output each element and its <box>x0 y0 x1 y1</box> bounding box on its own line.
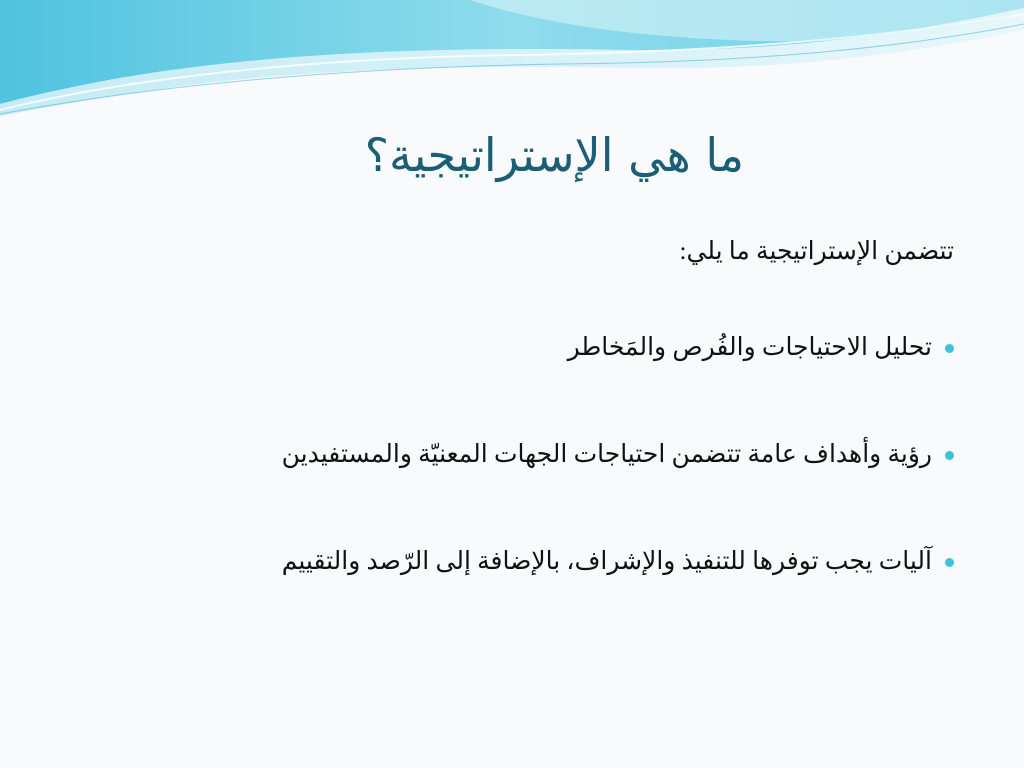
slide-body <box>74 236 954 653</box>
intro-text: تتضمن الإستراتيجية ما يلي: <box>679 238 954 265</box>
bullet-dot-icon <box>945 344 954 353</box>
bullet-item <box>74 332 954 362</box>
slide-title: ما هي الإستراتيجية؟ <box>364 128 744 182</box>
header-wave-decoration <box>0 0 1024 120</box>
bullet-list <box>74 332 954 576</box>
bullet-dot-icon <box>945 558 954 567</box>
bullet-dot-icon <box>945 451 954 460</box>
bullet-item <box>74 546 954 576</box>
bullet-text: آليات يجب توفرها للتنفيذ والإشراف، بالإضافة إلى الرّصد والتقييم <box>281 548 932 575</box>
bullet-item <box>74 439 954 469</box>
bullet-text: تحليل الاحتياجات والفُرص والمَخاطر <box>567 334 932 361</box>
bullet-text: رؤية وأهداف عامة تتضمن احتياجات الجهات المعنيّة والمستفيدين <box>281 441 932 468</box>
